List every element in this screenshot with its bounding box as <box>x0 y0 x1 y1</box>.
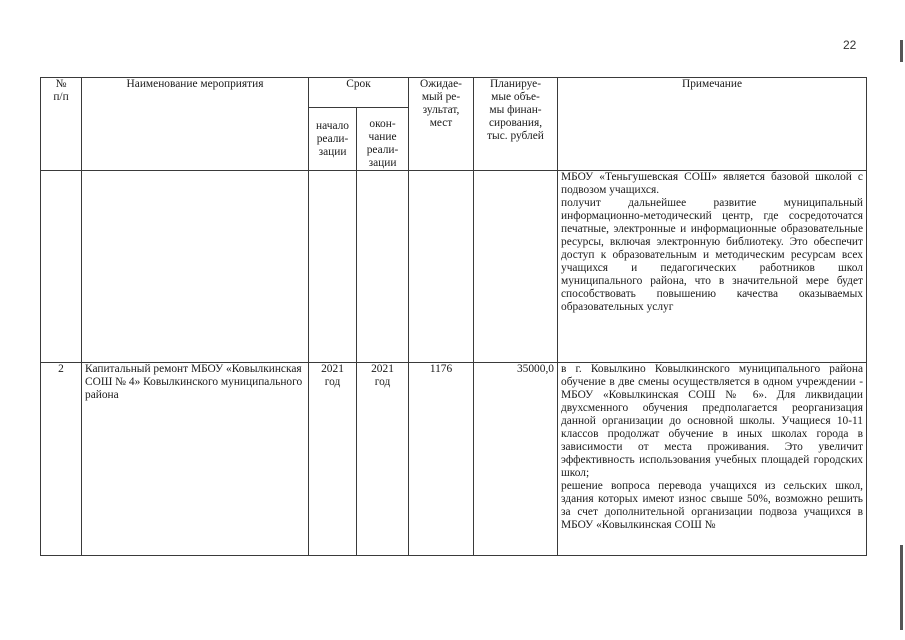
activities-table <box>40 77 867 556</box>
scan-edge-top <box>900 40 903 62</box>
row2-note <box>558 363 867 556</box>
row1-planned <box>474 171 558 363</box>
row1-end <box>357 171 409 363</box>
header-expected: Ожидае- мый ре- зультат, мест <box>409 78 474 171</box>
row1-num <box>41 171 82 363</box>
header-term: Срок <box>309 78 409 108</box>
header-start: начало реали- зации <box>309 108 357 171</box>
row2-expected: 1176 <box>409 363 474 556</box>
row2-num: 2 <box>41 363 82 556</box>
header-note: Примечание <box>558 78 867 171</box>
row2-end: 2021 год <box>357 363 409 556</box>
row1-note-text: МБОУ «Теньгушевская СОШ» является базовой школой с подвозом учащихся. получит дальнейшее развитие муниципальный информационно-методический центр, где сосредоточатся печатные, электронные и информационные образовательные ресурсы, включая электронную библиотеку. Это обеспечит доступ к образовательным и методическим ресурсам всех учащихся и педагогических работников школ муниципального района, что в значительной мере будет способствовать повышению качества оказываемых образовательных услуг <box>561 171 863 313</box>
header-num: № п/п <box>41 78 82 171</box>
row2-note-text: в г. Ковылкино Ковылкинского муниципального района обучение в две смены осуществляется в одном учреждении - МБОУ «Ковылкинская СОШ № 6». Для ликвидации двухсменного обучения предполагается реорганизация данной организации до основной школы. Учащиеся 10-11 классов продолжат обучение в иных школах города в зависимости от места проживания. Это увеличит эффективность использования учебных площадей городских школ; решение вопроса перевода учащихся из сельских школ, здания которых имеют износ свыше 50%, возможно решить за счет дополнительной организации подвоза учащихся в МБОУ «Ковылкинская СОШ № <box>561 363 863 531</box>
row1-start <box>309 171 357 363</box>
header-planned: Планируе- мые объе- мы финан- сирования, тыс. рублей <box>474 78 558 171</box>
page-number: 22 <box>843 38 857 52</box>
header-end: окон- чание реали- зации <box>357 108 409 171</box>
header-name: Наименование мероприятия <box>82 78 309 171</box>
row1-note <box>558 171 867 363</box>
row2-start: 2021 год <box>309 363 357 556</box>
row2-name: Капитальный ремонт МБОУ «Ковылкинская СОШ № 4» Ковылкинского муниципального района <box>82 363 309 556</box>
row1-expected <box>409 171 474 363</box>
row2-planned: 35000,0 <box>474 363 558 556</box>
row1-name <box>82 171 309 363</box>
scan-edge-bottom <box>900 545 903 630</box>
